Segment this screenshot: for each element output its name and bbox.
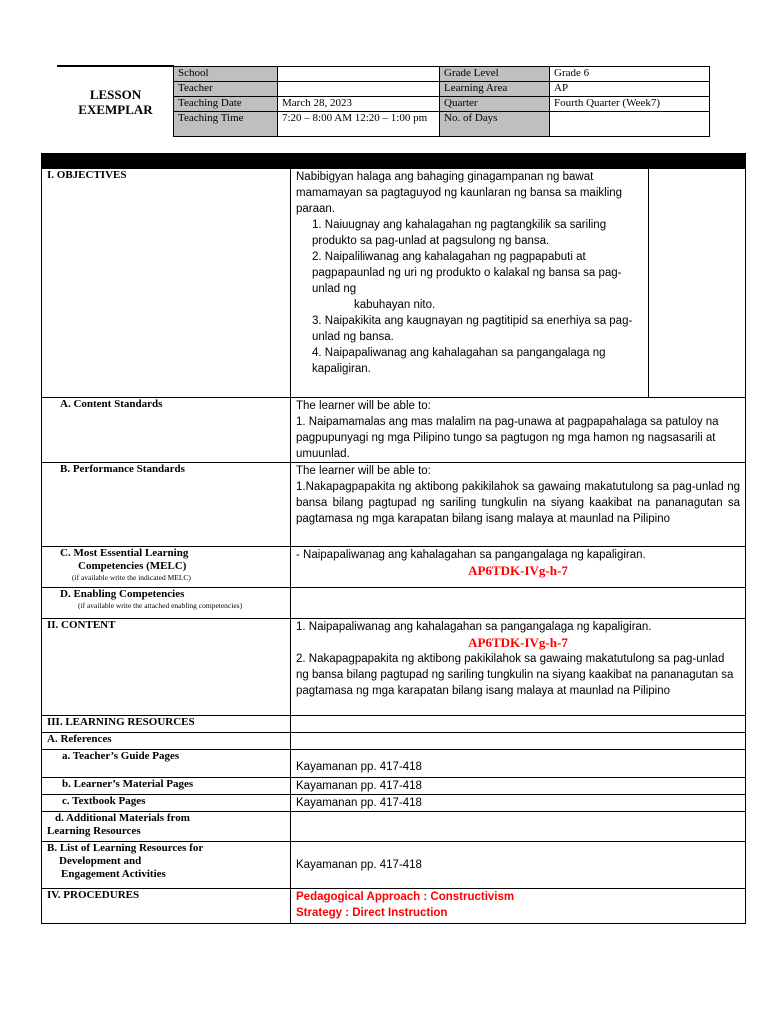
- list-resources-line-2: Development and: [59, 855, 142, 867]
- learners-material-label: b. Learner’s Material Pages: [42, 778, 291, 795]
- performance-standards-label: B. Performance Standards: [42, 463, 291, 547]
- pedagogical-approach: Pedagogical Approach : Constructivism: [296, 891, 515, 903]
- objectives-intro: Nabibigyan halaga ang bahaging ginagampanan ng bawat mamamayan sa pagtaguyod ng kaunlaran ng bansa sa maikling paraan.: [296, 171, 623, 215]
- teacher-value[interactable]: [278, 82, 440, 97]
- objectives-row: [42, 169, 746, 398]
- school-label: School: [174, 67, 278, 82]
- melc-text: - Naipapaliwanag ang kahalagahan sa pangangalaga ng kapaligiran.: [296, 549, 646, 561]
- table-header-bar: [42, 154, 746, 169]
- school-value[interactable]: [278, 67, 440, 82]
- teaching-time-label: Teaching Time: [174, 112, 278, 137]
- content-label: II. CONTENT: [42, 619, 291, 716]
- content-standards-row: [42, 398, 746, 463]
- list-resources-value[interactable]: Kayamanan pp. 417-418: [291, 842, 746, 889]
- textbook-pages-row: [42, 795, 746, 812]
- teaching-date-label: Teaching Date: [174, 97, 278, 112]
- references-label: A. References: [42, 733, 291, 750]
- teaching-time-value[interactable]: 7:20 – 8:00 AM 12:20 – 1:00 pm: [278, 112, 440, 137]
- content-content[interactable]: [291, 619, 746, 716]
- additional-materials-row: [42, 812, 746, 842]
- learners-material-row: [42, 778, 746, 795]
- textbook-pages-label: c. Textbook Pages: [42, 795, 291, 812]
- content-standards-line-2: 1. Naipamamalas ang mas malalim na pag-unawa at pagpapahalaga sa patuloy na pagpupunyagi ng mga Pilipino tungo sa pagtugon ng mga hamon ng nagsasarili at umuunlad.: [296, 416, 719, 460]
- header-bar-cell: [649, 154, 746, 169]
- performance-standards-content[interactable]: [291, 463, 746, 547]
- no-of-days-value[interactable]: [550, 112, 710, 137]
- teachers-guide-label: a. Teacher’s Guide Pages: [42, 750, 291, 778]
- learning-resources-cell: [291, 716, 746, 733]
- melc-label-line-1: C. Most Essential Learning: [60, 547, 189, 559]
- enabling-label-text: D. Enabling Competencies: [60, 588, 185, 600]
- enabling-label: [42, 588, 291, 619]
- melc-label: [42, 547, 291, 588]
- textbook-pages-value[interactable]: Kayamanan pp. 417-418: [291, 795, 746, 812]
- performance-standards-line-1: The learner will be able to:: [296, 465, 431, 477]
- enabling-note: (if available write the attached enabling competencies): [78, 601, 243, 610]
- header-bar-cell: [42, 154, 291, 169]
- grade-level-value[interactable]: Grade 6: [550, 67, 710, 82]
- list-resources-line-1: B. List of Learning Resources for: [47, 842, 204, 854]
- list-resources-row: [42, 842, 746, 889]
- learning-resources-label: III. LEARNING RESOURCES: [42, 716, 291, 733]
- content-line-1: 1. Naipapaliwanag ang kahalagahan sa pangangalaga ng kapaligiran.: [296, 621, 652, 633]
- lesson-header: [57, 65, 711, 139]
- references-row: [42, 733, 746, 750]
- content-code: AP6TDK-IVg-h-7: [468, 635, 568, 650]
- melc-content[interactable]: [291, 547, 746, 588]
- performance-standards-line-2: 1.Nakapagpapakita ng aktibong pakikilahok sa gawaing makatutulong sa pag-unlad ng bansa bilang pagtupad ng sariling tungkulin na siyang kaakibat na pananagutan sa pagtamasa ng mga karapatan bilang isang malaya at maunlad na Pilipino: [296, 481, 740, 525]
- title-line-2: EXEMPLAR: [78, 102, 153, 117]
- lesson-plan-table: [41, 153, 746, 924]
- content-line-2: 2. Nakapagpapakita ng aktibong pakikilahok sa gawaing makatutulong sa pag-unlad ng bansa bilang pagtupad ng sariling tungkulin na siyang kaakibat na pananagutan sa pagtamasa ng mga karapatan bilang isang malaya at maunlad na Pilipino: [296, 653, 734, 697]
- melc-row: [42, 547, 746, 588]
- learning-area-value[interactable]: AP: [550, 82, 710, 97]
- enabling-row: [42, 588, 746, 619]
- lesson-exemplar-title: [57, 87, 174, 117]
- content-standards-line-1: The learner will be able to:: [296, 400, 431, 412]
- learners-material-value[interactable]: Kayamanan pp. 417-418: [291, 778, 746, 795]
- procedures-content[interactable]: [291, 889, 746, 924]
- learning-area-label: Learning Area: [440, 82, 550, 97]
- melc-label-line-2: Competencies (MELC): [78, 560, 187, 572]
- objectives-label: I. OBJECTIVES: [42, 169, 291, 398]
- header-rule: [57, 65, 174, 67]
- quarter-value[interactable]: Fourth Quarter (Week7): [550, 97, 710, 112]
- title-line-1: LESSON: [89, 87, 142, 102]
- content-standards-label: A. Content Standards: [42, 398, 291, 463]
- no-of-days-label: No. of Days: [440, 112, 550, 137]
- objective-item-1: 1. Naiuugnay ang kahalagahan ng pagtangkilik sa sariling produkto sa pag-unlad at pagsulong ng bansa.: [312, 219, 607, 247]
- teachers-guide-row: [42, 750, 746, 778]
- procedures-label: IV. PROCEDURES: [42, 889, 291, 924]
- teaching-date-value[interactable]: March 28, 2023: [278, 97, 440, 112]
- objectives-content[interactable]: [291, 169, 649, 398]
- additional-materials-line-2: Learning Resources: [47, 825, 141, 837]
- performance-standards-row: [42, 463, 746, 547]
- objective-item-2-cont: kabuhayan nito.: [354, 299, 436, 311]
- objective-item-2: 2. Naipaliliwanag ang kahalagahan ng pagpapabuti at pagpapaunlad ng uri ng produkto o kalakal ng bansa sa pag-unlad ng: [312, 251, 622, 295]
- quarter-label: Quarter: [440, 97, 550, 112]
- melc-note: (if available write the indicated MELC): [72, 573, 191, 582]
- objective-item-3: 3. Naipakikita ang kaugnayan ng pagtitipid sa enerhiya sa pag-unlad ng bansa.: [312, 315, 633, 343]
- melc-code: AP6TDK-IVg-h-7: [468, 563, 568, 578]
- teacher-label: Teacher: [174, 82, 278, 97]
- objectives-notes-cell: [649, 169, 746, 398]
- content-standards-content[interactable]: [291, 398, 746, 463]
- list-resources-line-3: Engagement Activities: [61, 868, 166, 880]
- list-resources-label: [42, 842, 291, 889]
- additional-materials-value[interactable]: [291, 812, 746, 842]
- header-bar-cell: [291, 154, 649, 169]
- teachers-guide-value[interactable]: Kayamanan pp. 417-418: [291, 750, 746, 778]
- objective-item-4: 4. Naipapaliwanag ang kahalagahan sa pangangalaga ng kapaligiran.: [312, 347, 606, 375]
- procedures-row: [42, 889, 746, 924]
- teaching-strategy: Strategy : Direct Instruction: [296, 907, 448, 919]
- learning-resources-row: [42, 716, 746, 733]
- additional-materials-label: [42, 812, 291, 842]
- content-row: [42, 619, 746, 716]
- grade-level-label: Grade Level: [440, 67, 550, 82]
- enabling-content[interactable]: [291, 588, 746, 619]
- additional-materials-line-1: d. Additional Materials from: [55, 812, 190, 824]
- header-info-table: [173, 66, 710, 137]
- references-cell: [291, 733, 746, 750]
